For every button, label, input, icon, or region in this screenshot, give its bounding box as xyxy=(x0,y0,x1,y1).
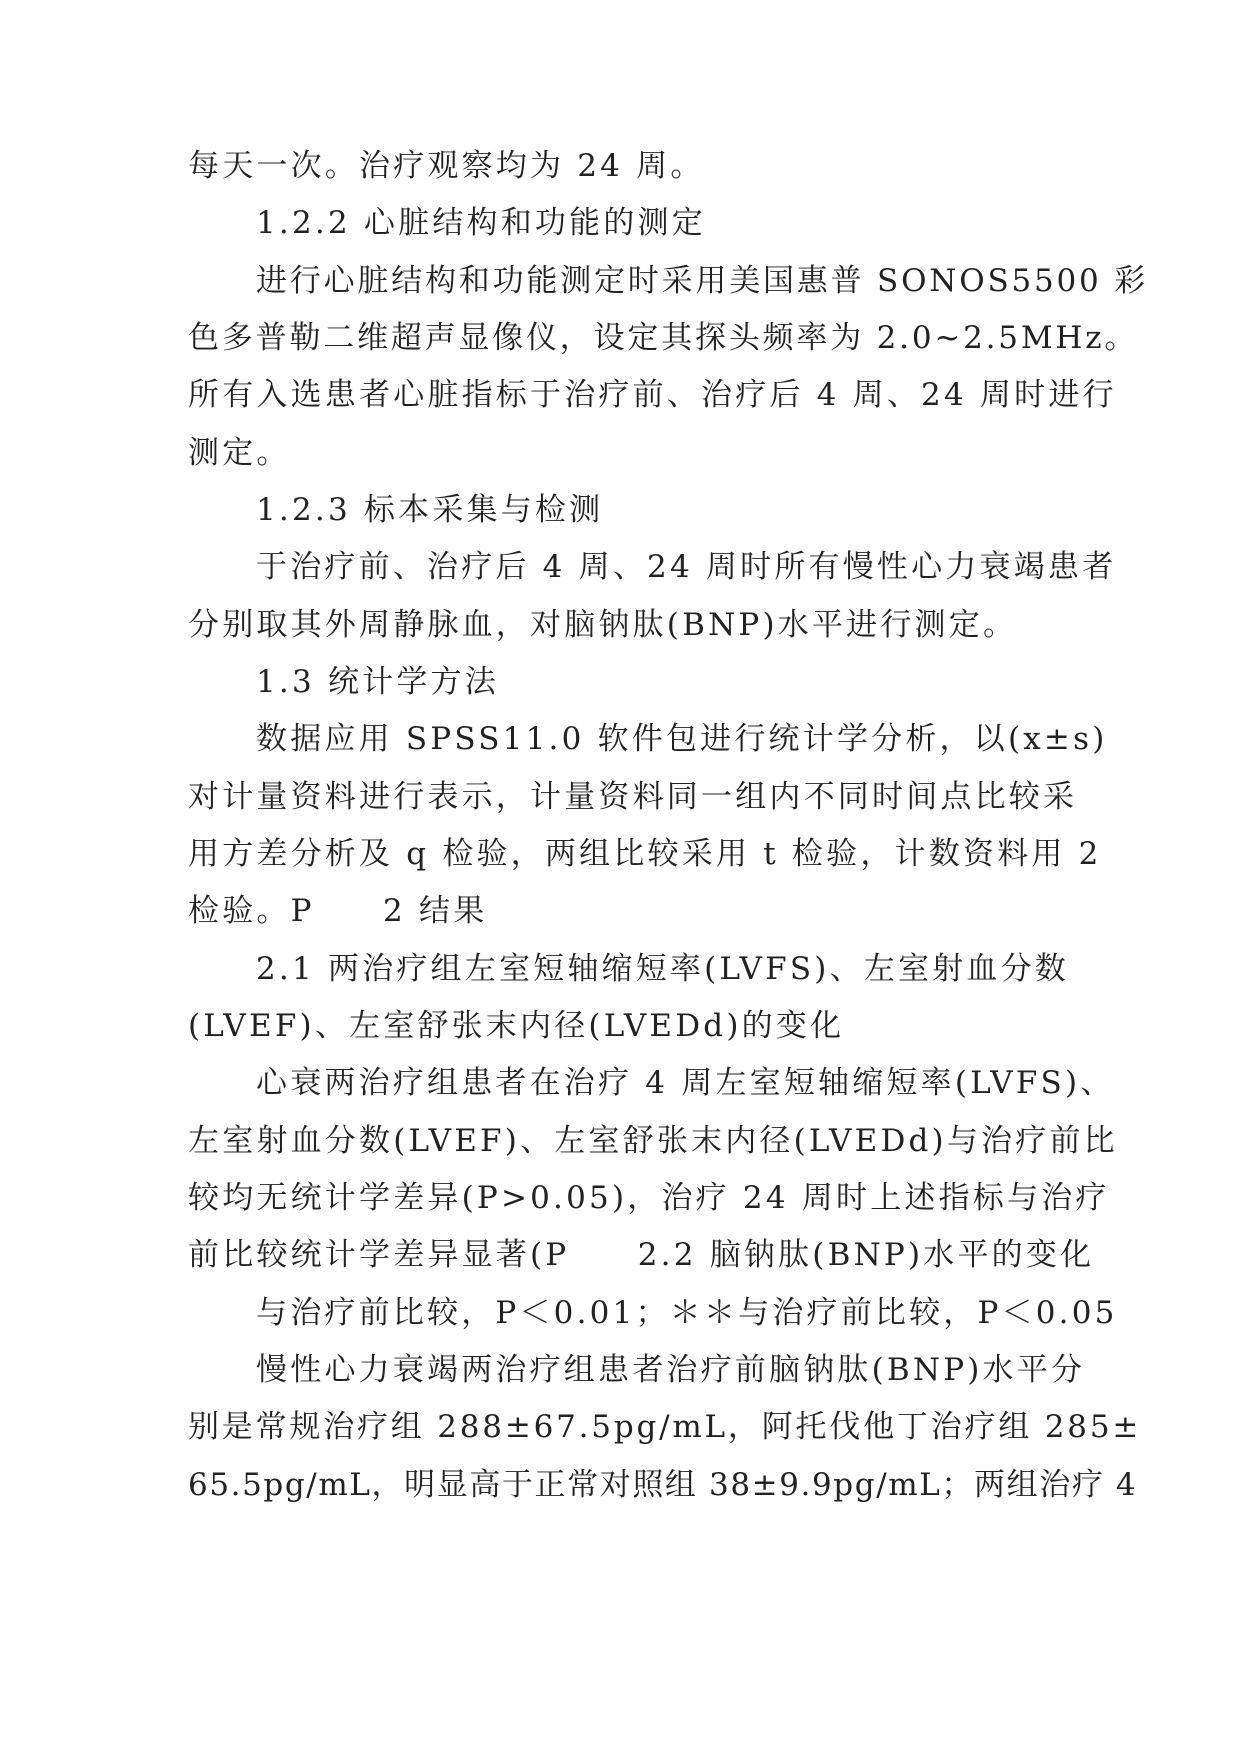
text-line: 心衰两治疗组患者在治疗 4 周左室短轴缩短率(LVFS)、 xyxy=(256,1065,1115,1101)
text-line: 测定。 xyxy=(188,435,291,471)
section-heading: (LVEF)、左室舒张末内径(LVEDd)的变化 xyxy=(188,1008,845,1044)
text-line: 检验。P 2 结果 xyxy=(188,893,488,929)
section-heading: 1.2.3 标本采集与检测 xyxy=(256,492,604,528)
text-line: 每天一次。治疗观察均为 24 周。 xyxy=(188,148,705,184)
section-heading: 2.1 两治疗组左室短轴缩短率(LVFS)、左室射血分数 xyxy=(256,951,1069,987)
section-heading: 1.3 统计学方法 xyxy=(256,664,499,700)
text-line: 分别取其外周静脉血，对脑钠肽(BNP)水平进行测定。 xyxy=(188,607,1018,643)
text-line: 所有入选患者心脏指标于治疗前、治疗后 4 周、24 周时进行 xyxy=(188,377,1117,413)
text-line: 别是常规治疗组 288±67.5pg/mL，阿托伐他丁治疗组 285± xyxy=(188,1409,1142,1445)
text-line: 慢性心力衰竭两治疗组患者治疗前脑钠肽(BNP)水平分 xyxy=(256,1352,1086,1388)
text-line: 较均无统计学差异(P>0.05)，治疗 24 周时上述指标与治疗 xyxy=(188,1180,1110,1216)
text-line: 65.5pg/mL，明显高于正常对照组 38±9.9pg/mL；两组治疗 4 xyxy=(188,1467,1138,1503)
text-line: 对计量资料进行表示，计量资料同一组内不同时间点比较采 xyxy=(188,779,1078,815)
section-heading: 1.2.2 心脏结构和功能的测定 xyxy=(256,205,706,241)
text-line: 左室射血分数(LVEF)、左室舒张末内径(LVEDd)与治疗前比 xyxy=(188,1123,1118,1159)
table-note: 与治疗前比较，P＜0.01；＊＊与治疗前比较，P＜0.05 xyxy=(256,1295,1118,1331)
text-line: 前比较统计学差异显著(P 2.2 脑钠肽(BNP)水平的变化 xyxy=(188,1237,1095,1273)
text-line: 于治疗前、治疗后 4 周、24 周时所有慢性心力衰竭患者 xyxy=(256,549,1117,585)
text-line: 进行心脏结构和功能测定时采用美国惠普 SONOS5500 彩 xyxy=(256,263,1149,299)
text-line: 色多普勒二维超声显像仪，设定其探头频率为 2.0~2.5MHz。 xyxy=(188,320,1139,356)
text-line: 数据应用 SPSS11.0 软件包进行统计学分析，以(x±s) xyxy=(256,721,1108,757)
text-line: 用方差分析及 q 检验，两组比较采用 t 检验，计数资料用 2 xyxy=(188,836,1102,872)
